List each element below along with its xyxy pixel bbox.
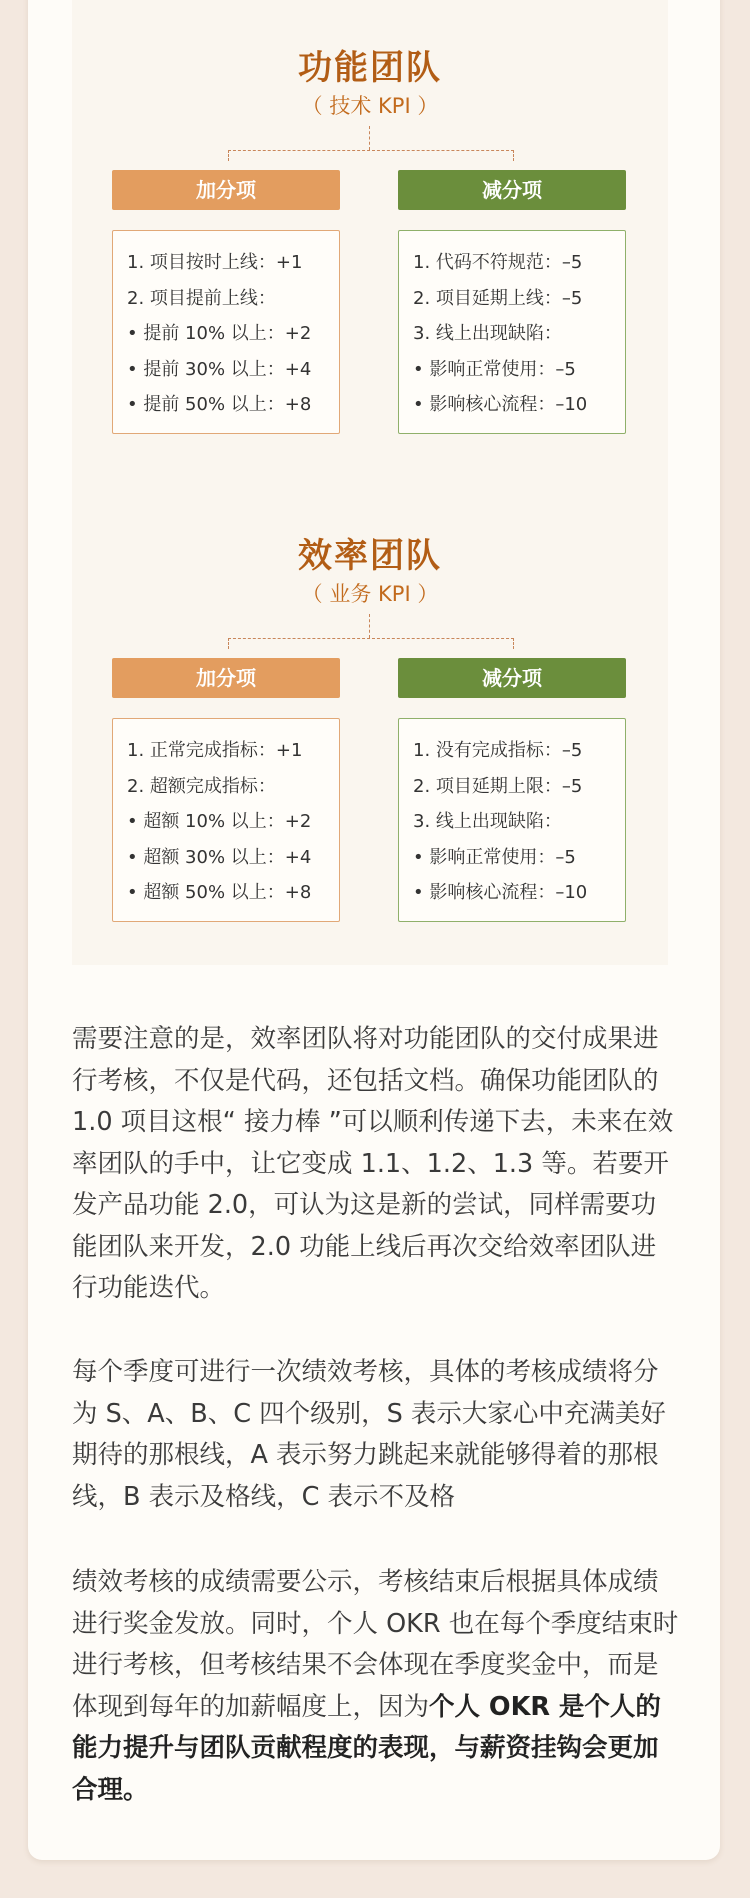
list-item: 1. 代码不符规范：–5 bbox=[413, 252, 583, 273]
kpi-panel bbox=[72, 0, 668, 965]
list-item: • 超额 30% 以上：+4 bbox=[127, 846, 312, 868]
list-item: • 提前 10% 以上：+2 bbox=[127, 323, 312, 344]
list-item: 1. 正常完成指标：+1 bbox=[127, 740, 303, 761]
section-title: 效率团队 bbox=[298, 536, 442, 576]
list-item: 2. 超额完成指标： bbox=[127, 775, 276, 797]
section-subtitle: （ 技术 KPI ） bbox=[301, 94, 439, 118]
body-paragraph: 每个季度可进行一次绩效考核，具体的考核成绩将分为 S、A、B、C 四个级别，S 表示大家心中充满美好期待的那根线，A 表示努力跳起来就能够得着的那根线，B 表示及格线，C 表示不及格 bbox=[72, 1357, 666, 1512]
list-item: 2. 项目提前上线： bbox=[127, 287, 276, 309]
plus-header: 加分项 bbox=[112, 170, 340, 210]
minus-list bbox=[398, 230, 626, 434]
body-paragraph bbox=[72, 1562, 680, 1811]
minus-header: 减分项 bbox=[398, 170, 626, 210]
connector-line bbox=[369, 614, 370, 638]
list-item: • 影响核心流程：–10 bbox=[413, 882, 588, 903]
list-item: • 影响核心流程：–10 bbox=[413, 394, 588, 415]
list-item: • 提前 50% 以上：+8 bbox=[127, 394, 312, 415]
connector-line bbox=[228, 638, 514, 649]
plus-list bbox=[112, 230, 340, 434]
list-item: 1. 没有完成指标：–5 bbox=[413, 740, 583, 761]
list-item: 2. 项目延期上线：–5 bbox=[413, 287, 583, 309]
body-paragraph: 需要注意的是，效率团队将对功能团队的交付成果进行考核，不仅是代码，还包括文档。确保功能团队的 1.0 项目这根“ 接力棒 ”可以顺利传递下去，未来在效率团队的手中，让它变成 1.1、1.2、1.3 等。若要开发产品功能 2.0，可认为这是新的尝试，同样需要功能团队来开发，2.0 功能上线后再次交给效率团队进行功能迭代。 bbox=[72, 1024, 674, 1303]
paragraph-emphasis: 个人 OKR 是个人的能力提升与团队贡献程度的表现，与薪资挂钩会更加合理。 bbox=[72, 1691, 661, 1805]
list-item: 1. 项目按时上线：+1 bbox=[127, 252, 303, 273]
minus-header: 减分项 bbox=[398, 658, 626, 698]
minus-list bbox=[398, 718, 626, 922]
list-item: • 超额 10% 以上：+2 bbox=[127, 811, 312, 832]
plus-list bbox=[112, 718, 340, 922]
list-item: • 影响正常使用：–5 bbox=[413, 358, 576, 380]
list-item: • 提前 30% 以上：+4 bbox=[127, 358, 312, 380]
plus-header: 加分项 bbox=[112, 658, 340, 698]
list-item: 2. 项目延期上限：–5 bbox=[413, 775, 583, 797]
connector-line bbox=[369, 126, 370, 150]
paragraph-text: 绩效考核的成绩需要公示，考核结束后根据具体成绩进行奖金发放。同时，个人 OKR 也在每个季度结束时进行考核，但考核结果不会体现在季度奖金中，而是体现到每年的加薪幅度上，因为 bbox=[72, 1567, 679, 1722]
list-item: • 影响正常使用：–5 bbox=[413, 846, 576, 868]
list-item: 3. 线上出现缺陷： bbox=[413, 811, 562, 832]
connector-line bbox=[228, 150, 514, 161]
section-title: 功能团队 bbox=[298, 48, 442, 88]
list-item: 3. 线上出现缺陷： bbox=[413, 323, 562, 344]
list-item: • 超额 50% 以上：+8 bbox=[127, 882, 312, 903]
section-subtitle: （ 业务 KPI ） bbox=[301, 582, 439, 606]
